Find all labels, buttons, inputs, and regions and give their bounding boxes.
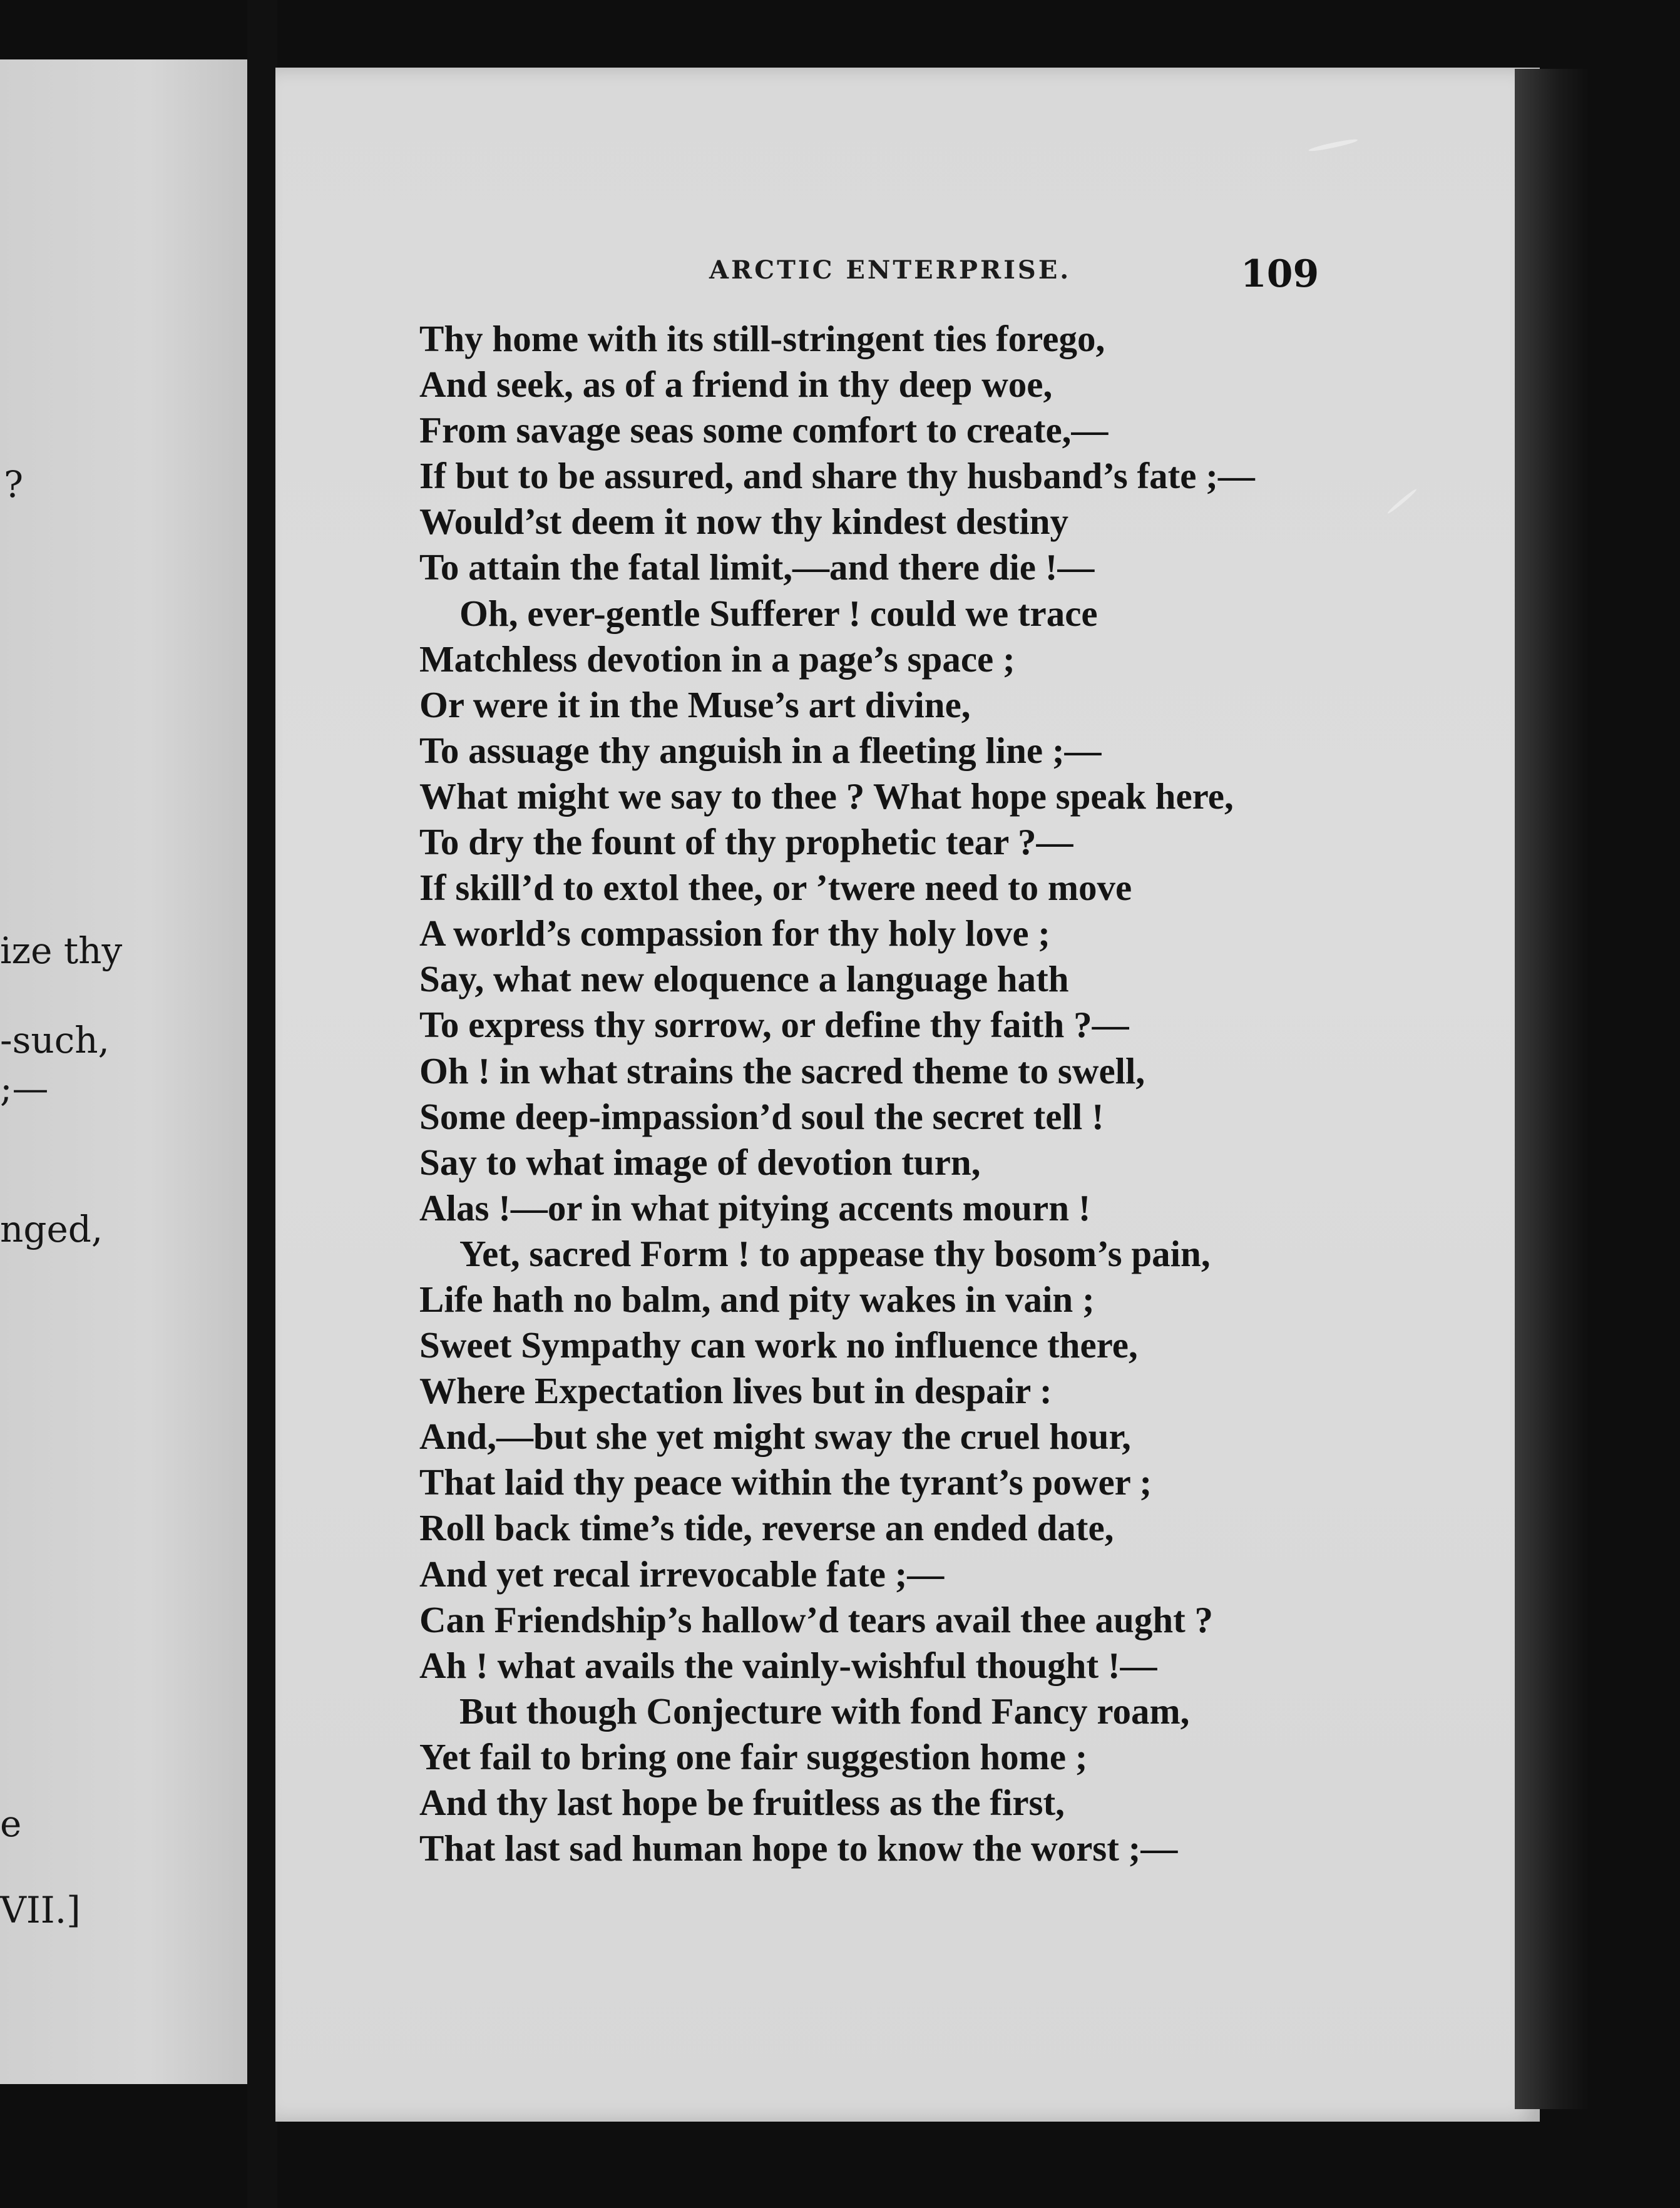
poem-line: That laid thy peace within the tyrant’s power ; bbox=[419, 1461, 1152, 1503]
poem-line: Yet fail to bring one fair suggestion home ; bbox=[419, 1735, 1088, 1777]
poem-line: If skill’d to extol thee, or ’twere need to move bbox=[419, 867, 1132, 909]
poem-line: And thy last hope be fruitless as the first, bbox=[419, 1782, 1065, 1823]
page-edge-shadow bbox=[1515, 69, 1590, 2109]
poem-line: To dry the fount of thy prophetic tear ?— bbox=[419, 821, 1073, 863]
poem-line: Some deep-impassion’d soul the secret tell ! bbox=[419, 1095, 1104, 1137]
poem-text bbox=[419, 316, 1508, 1871]
left-page-text-fragment: ? bbox=[4, 463, 24, 506]
left-page-text-fragment: VII.] bbox=[0, 1889, 81, 1931]
poem-line: Ah ! what avails the vainly-wishful thought !— bbox=[419, 1644, 1157, 1686]
poem-line: But though Conjecture with fond Fancy roam, bbox=[459, 1690, 1190, 1732]
poem-line: Sweet Sympathy can work no influence there, bbox=[419, 1324, 1138, 1366]
paper-blemish bbox=[1308, 138, 1358, 153]
poem-line: Where Expectation lives but in despair : bbox=[419, 1370, 1052, 1412]
poem-line: Would’st deem it now thy kindest destiny bbox=[419, 501, 1069, 543]
poem-line: Can Friendship’s hallow’d tears avail thee aught ? bbox=[419, 1598, 1214, 1640]
poem-line: From savage seas some comfort to create,— bbox=[419, 409, 1109, 451]
poem-line: Roll back time’s tide, reverse an ended date, bbox=[419, 1507, 1114, 1549]
poem-line: Oh, ever-gentle Sufferer ! could we trace bbox=[459, 592, 1098, 634]
poem-line: Thy home with its still-stringent ties forego, bbox=[419, 318, 1105, 359]
poem-line: To express thy sorrow, or define thy faith ?— bbox=[419, 1004, 1129, 1046]
left-page-text-fragment: ize thy bbox=[0, 929, 123, 972]
left-page-text-fragment: e bbox=[0, 1802, 22, 1845]
poem-line: And,—but she yet might sway the cruel hour, bbox=[419, 1416, 1131, 1458]
poem-line: Say to what image of devotion turn, bbox=[419, 1141, 981, 1183]
poem-line: Yet, sacred Form ! to appease thy bosom’s pain, bbox=[459, 1232, 1211, 1274]
poem-line: A world’s compassion for thy holy love ; bbox=[419, 912, 1050, 954]
poem-line: And seek, as of a friend in thy deep woe, bbox=[419, 364, 1053, 406]
poem-line: Or were it in the Muse’s art divine, bbox=[419, 683, 971, 725]
left-page-text-fragment: nged, bbox=[0, 1208, 103, 1250]
poem-line: Say, what new eloquence a language hath bbox=[419, 958, 1069, 1000]
page-number: 109 bbox=[1241, 252, 1319, 296]
poem-line: That last sad human hope to know the worst ;— bbox=[419, 1827, 1178, 1869]
poem-line: Life hath no balm, and pity wakes in vain ; bbox=[419, 1278, 1095, 1320]
book-gutter bbox=[247, 0, 277, 2208]
poem-line: Matchless devotion in a page’s space ; bbox=[419, 638, 1015, 680]
poem-line: If but to be assured, and share thy husband’s fate ;— bbox=[419, 455, 1255, 497]
poem-line: What might we say to thee ? What hope speak here, bbox=[419, 775, 1234, 817]
poem-line: Oh ! in what strains the sacred theme to swell, bbox=[419, 1050, 1145, 1091]
left-page-text-fragment: -such, bbox=[0, 1019, 110, 1061]
poem-line: To attain the fatal limit,—and there die !— bbox=[419, 546, 1095, 588]
running-head: ARCTIC ENTERPRISE. bbox=[709, 255, 1072, 285]
left-page-fragment bbox=[0, 59, 247, 2084]
left-page-text-fragment: ;— bbox=[0, 1067, 49, 1110]
poem-line: To assuage thy anguish in a fleeting line ;— bbox=[419, 729, 1102, 771]
poem-line: Alas !—or in what pitying accents mourn ! bbox=[419, 1187, 1091, 1229]
poem-line: And yet recal irrevocable fate ;— bbox=[419, 1553, 945, 1595]
